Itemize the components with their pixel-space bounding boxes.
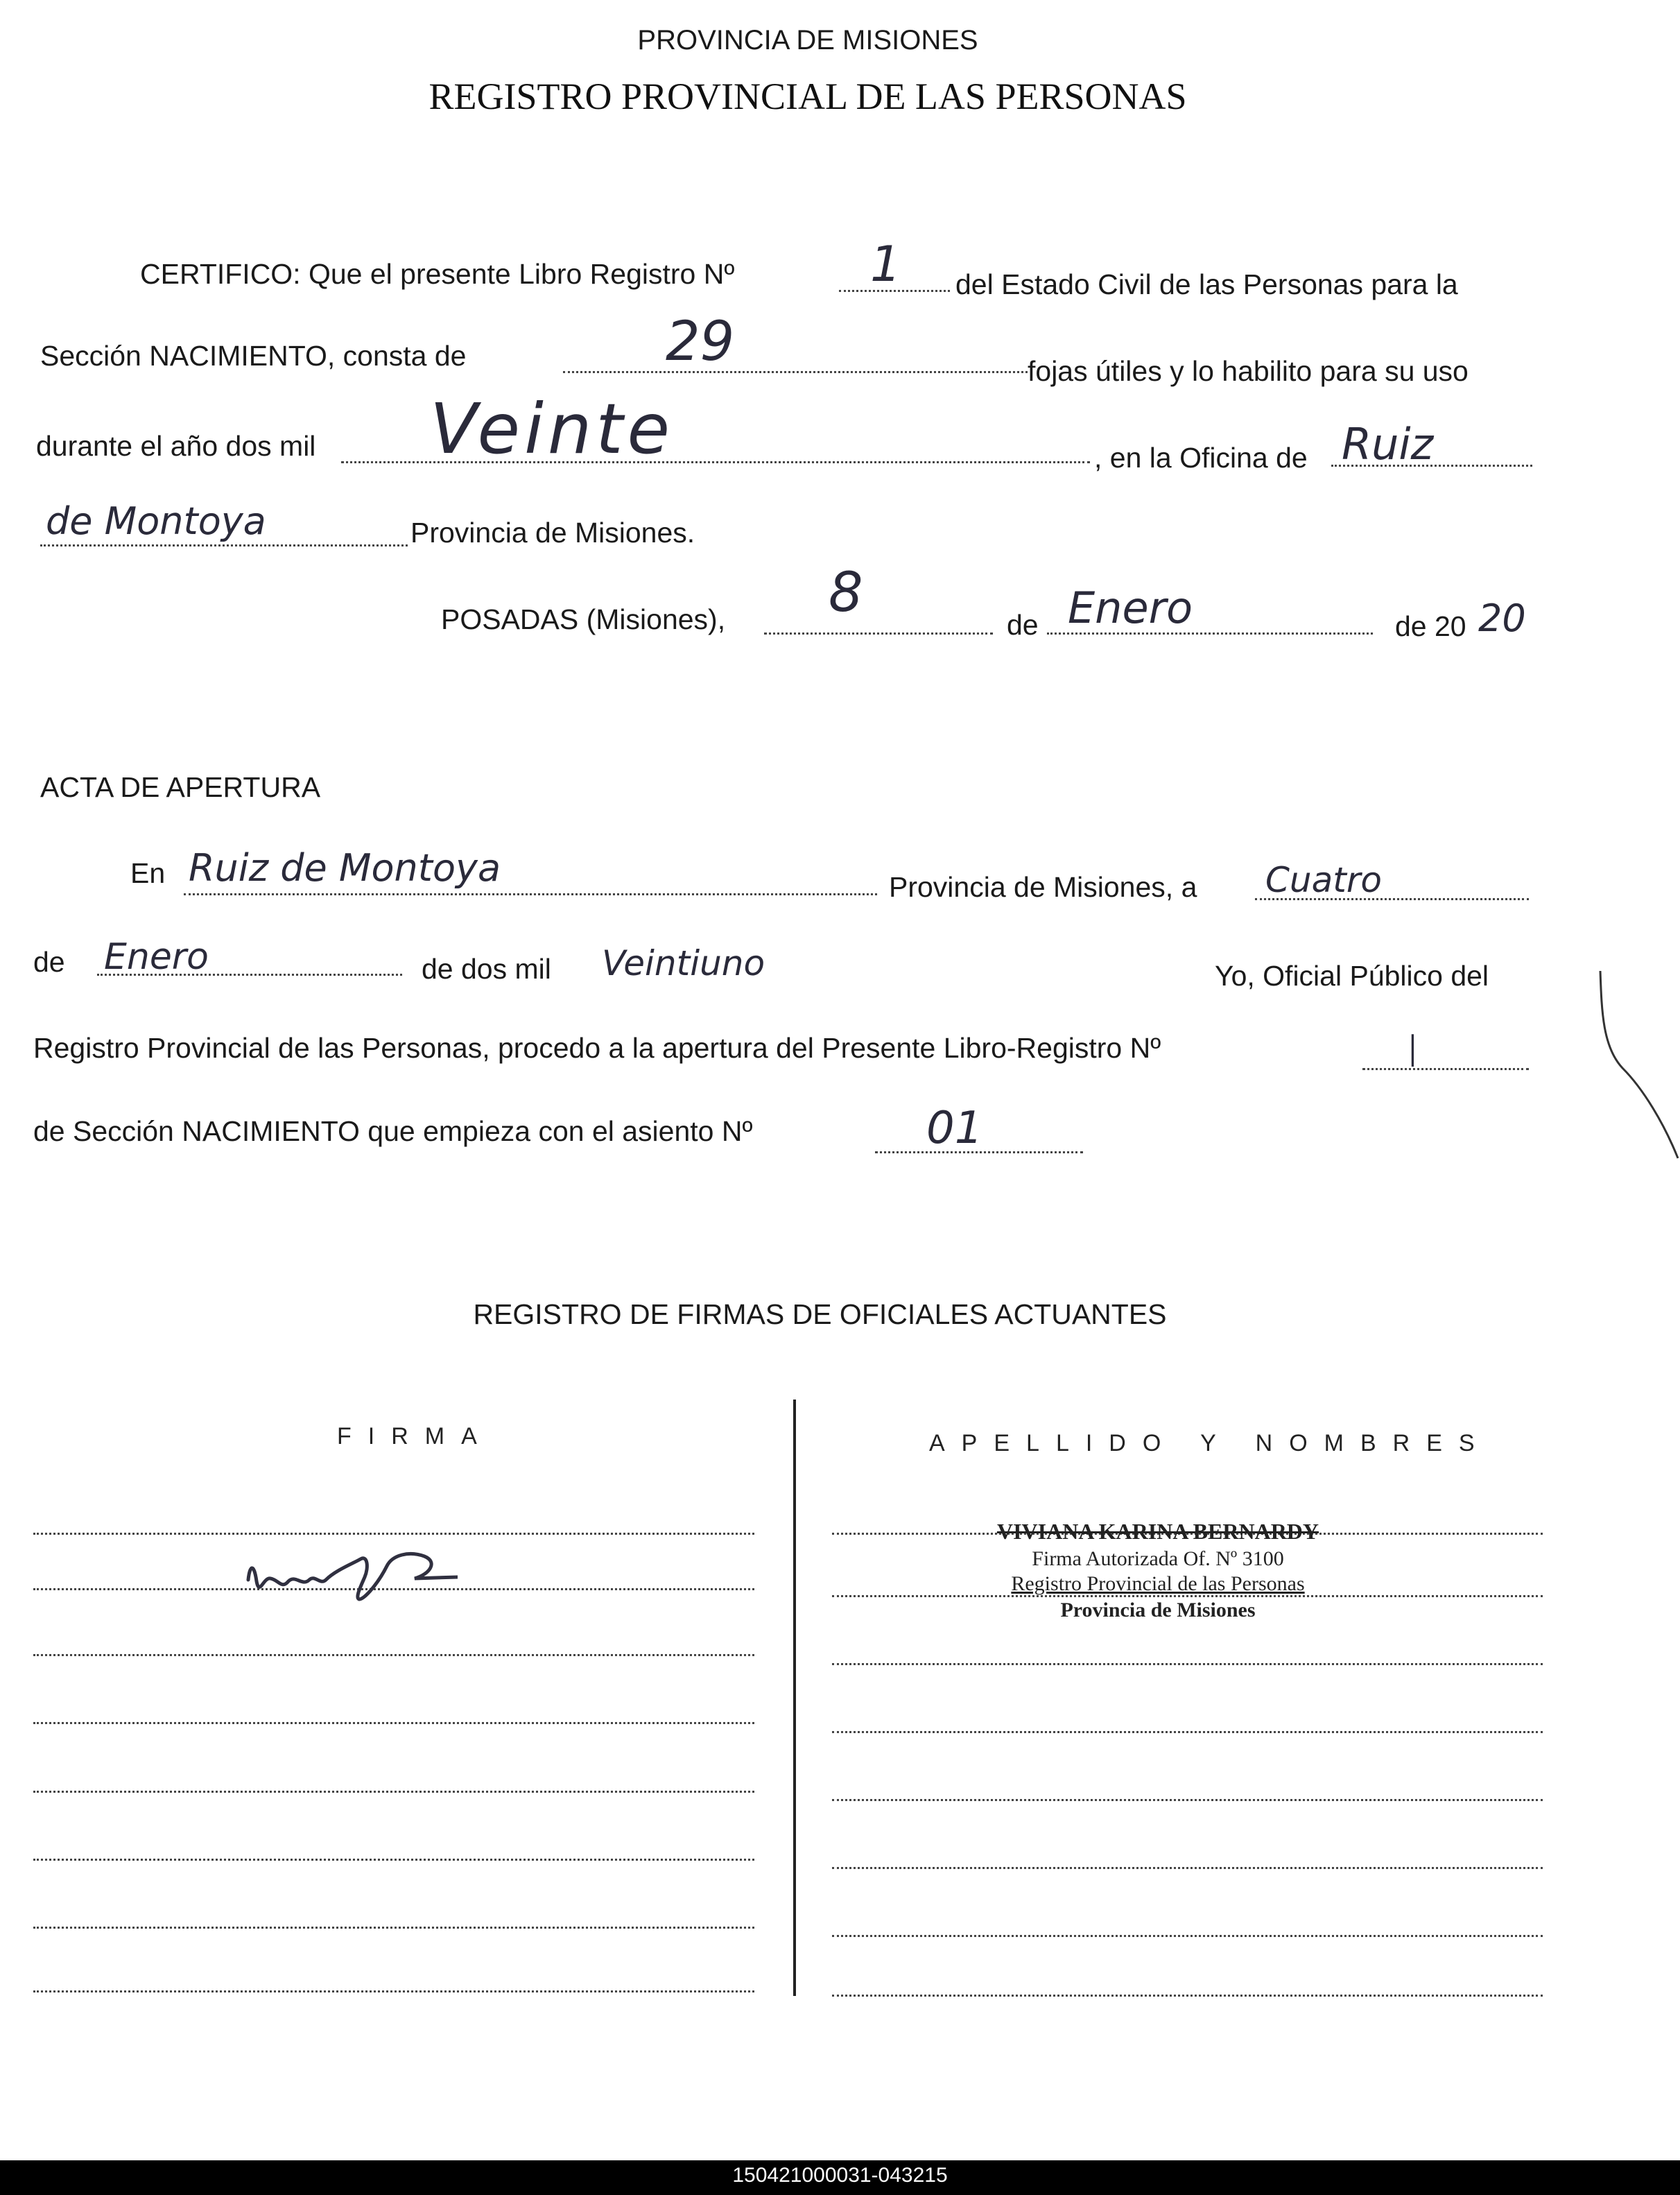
year-words-handwritten: Veinte [430, 388, 674, 470]
cert-line1-suffix: del Estado Civil de las Personas para la [955, 268, 1458, 300]
signatures-title: REGISTRO DE FIRMAS DE OFICIALES ACTUANTES [473, 1298, 1167, 1330]
cert-line3-mid: , en la Oficina de [1094, 442, 1308, 474]
signature-row-3 [33, 1654, 754, 1656]
name-row-8 [832, 1995, 1543, 1997]
cert-line2-suffix: fojas útiles y lo habilito para su uso [1028, 355, 1469, 387]
cert-line3-prefix: durante el año dos mil [36, 430, 316, 462]
handwritten-signature [243, 1538, 458, 1615]
opening-line3-text: Registro Provincial de las Personas, procedo a la apertura del Presente Libro-Registro Nº [33, 1032, 1161, 1064]
year-prefix: de 20 [1395, 610, 1466, 642]
stamp-province: Provincia de Misiones [1060, 1599, 1256, 1621]
official-stamp [943, 1519, 1373, 1622]
opening-year-prefix: de dos mil [422, 953, 551, 985]
place-prefix: POSADAS (Misiones), [441, 603, 726, 635]
opening-act-title: ACTA DE APERTURA [40, 771, 321, 803]
cert-line1-prefix: CERTIFICO: Que el presente Libro Registro Nº [140, 258, 735, 290]
opening-year-handwritten: Veintiuno [602, 943, 765, 983]
signature-row-8 [33, 1990, 754, 1992]
office-handwritten-1: Ruiz [1342, 419, 1434, 470]
opening-en-label: En [130, 857, 166, 889]
name-column-header: APELLIDO Y NOMBRES [929, 1430, 1491, 1456]
signature-row-6 [33, 1859, 754, 1861]
year-suffix-handwritten: 20 [1478, 596, 1526, 640]
stamp-name: VIVIANA KARINA BERNARDY [996, 1519, 1319, 1544]
pages-handwritten: 29 [666, 311, 735, 373]
opening-line4-text: de Sección NACIMIENTO que empieza con el asiento Nº [33, 1115, 753, 1147]
opening-officer-text: Yo, Oficial Público del [1215, 960, 1489, 992]
signature-row-1 [33, 1533, 754, 1535]
name-row-6 [832, 1867, 1543, 1869]
province-header: PROVINCIA DE MISIONES [637, 25, 978, 55]
cert-line2-prefix: Sección NACIMIENTO, consta de [40, 340, 467, 372]
opening-book-handwritten: I [1406, 1026, 1419, 1078]
name-row-5 [832, 1799, 1543, 1801]
opening-de-label: de [33, 946, 65, 978]
cert-line4-suffix: Provincia de Misiones. [410, 517, 695, 549]
opening-entry-handwritten: 01 [926, 1103, 983, 1154]
opening-place-line [184, 893, 877, 895]
date-de-label: de [1007, 609, 1039, 641]
stamp-authorization: Firma Autorizada Of. Nº 3100 [1032, 1547, 1284, 1570]
name-row-3 [832, 1663, 1543, 1665]
opening-place-handwritten: Ruiz de Montoya [189, 846, 501, 890]
office-handwritten-2: de Montoya [46, 499, 266, 543]
name-row-7 [832, 1935, 1543, 1937]
signature-column-header: FIRMA [337, 1423, 494, 1449]
book-number-handwritten: 1 [870, 236, 901, 293]
day-line [764, 632, 993, 635]
pages-line [563, 371, 1028, 373]
column-divider [793, 1400, 796, 1996]
opening-book-line [1362, 1068, 1529, 1070]
month-handwritten: Enero [1068, 583, 1193, 633]
signature-row-5 [33, 1791, 754, 1793]
opening-province-text: Provincia de Misiones, a [889, 871, 1197, 903]
footer-code: 150421000031-043215 [732, 2164, 948, 2187]
signature-row-4 [33, 1722, 754, 1724]
opening-month-handwritten: Enero [104, 936, 209, 978]
day-handwritten: 8 [829, 562, 863, 624]
office-line-2 [40, 544, 408, 546]
registry-title: REGISTRO PROVINCIAL DE LAS PERSONAS [428, 76, 1187, 117]
scan-edge-mark [1595, 971, 1680, 1179]
stamp-registry: Registro Provincial de las Personas [1011, 1572, 1305, 1595]
opening-day-handwritten: Cuatro [1265, 860, 1382, 900]
name-row-4 [832, 1731, 1543, 1733]
signature-row-7 [33, 1927, 754, 1929]
